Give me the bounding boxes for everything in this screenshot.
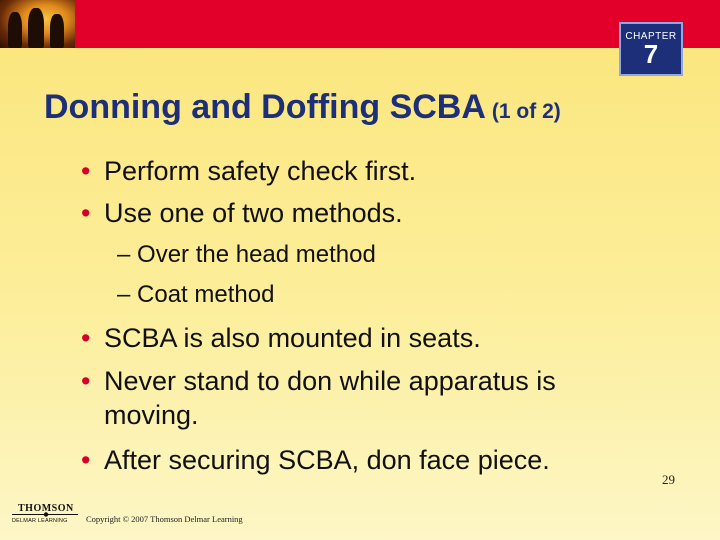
bullet-marker: • <box>81 445 91 475</box>
sub-bullet-marker: – <box>117 241 131 268</box>
slide-title <box>44 88 561 127</box>
chapter-label: CHAPTER <box>625 31 677 42</box>
thomson-logo <box>10 503 80 525</box>
sub-bullet-text: Over the head method <box>137 241 376 268</box>
firefighter-silhouette <box>28 8 44 48</box>
logo-subtext: DELMAR LEARNING <box>12 518 68 524</box>
bullet-text: Use one of two methods. <box>104 198 403 228</box>
copyright-text: Copyright © 2007 Thomson Delmar Learning <box>86 514 243 524</box>
bullet-marker: • <box>81 156 91 186</box>
bullet-text: SCBA is also mounted in seats. <box>104 323 481 353</box>
slide-title-text: Donning and Doffing SCBA <box>44 88 486 126</box>
firefighter-photo <box>0 0 75 48</box>
header-bar <box>0 0 720 48</box>
logo-word: THOMSON <box>18 503 74 514</box>
slide-title-part: (1 of 2) <box>491 100 561 123</box>
sub-bullet-item <box>117 240 376 270</box>
bullet-marker: • <box>81 323 91 353</box>
bullet-marker: • <box>81 198 91 228</box>
firefighter-silhouette <box>50 14 64 48</box>
bullet-marker: • <box>81 366 91 396</box>
bullet-text: Perform safety check first. <box>104 156 417 186</box>
sub-bullet-item <box>117 280 274 310</box>
sub-bullet-marker: – <box>117 281 131 308</box>
bullet-text: Never stand to don while apparatus is moving. <box>104 366 556 430</box>
sub-bullet-text: Coat method <box>137 281 275 308</box>
chapter-number: 7 <box>643 39 659 69</box>
page-number: 29 <box>662 472 675 487</box>
firefighter-silhouette <box>8 12 22 48</box>
bullet-text: After securing SCBA, don face piece. <box>104 445 550 475</box>
chapter-badge <box>619 22 683 76</box>
